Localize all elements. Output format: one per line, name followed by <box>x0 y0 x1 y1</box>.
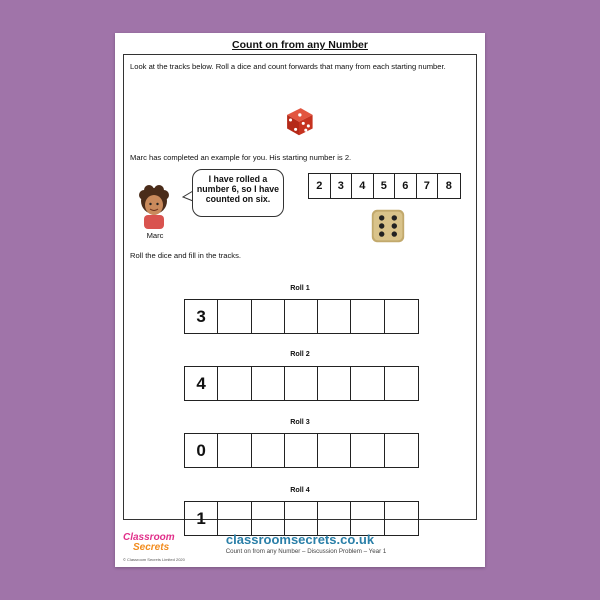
example-track-cell: 2 <box>309 174 331 198</box>
track-blank-cell[interactable] <box>252 300 285 333</box>
copyright-text: © Classroom Secrets Limited 2020 <box>123 557 185 562</box>
track-blank-cell[interactable] <box>351 300 384 333</box>
track-blank-cell[interactable] <box>385 367 418 400</box>
roll-label: Roll 1 <box>290 283 310 292</box>
worksheet-title: Count on from any Number <box>232 39 368 51</box>
track-blank-cell[interactable] <box>218 434 251 467</box>
track-blank-cell[interactable] <box>285 367 318 400</box>
track-start-cell: 4 <box>185 367 218 400</box>
track-start-cell: 0 <box>185 434 218 467</box>
footer-subtitle: Count on from any Number – Discussion Problem – Year 1 <box>225 548 387 555</box>
example-track-cell: 8 <box>445 180 452 192</box>
track-blank-cell[interactable] <box>318 434 351 467</box>
six-dice-icon <box>370 208 406 244</box>
example-track-cell: 7 <box>417 174 439 198</box>
track-blank-cell[interactable] <box>285 434 318 467</box>
example-track-cell: 3 <box>331 174 353 198</box>
track-blank-cell[interactable] <box>218 502 251 535</box>
track-blank-cell[interactable] <box>252 502 285 535</box>
example-track-cell: 6 <box>395 174 417 198</box>
track-blank-cell[interactable] <box>218 367 251 400</box>
boy-avatar-icon <box>132 181 176 229</box>
red-dice-icon <box>282 103 316 137</box>
roll-label: Roll 2 <box>290 349 310 358</box>
example-text: Marc has completed an example for you. His starting number is 2. <box>130 153 352 162</box>
track-blank-cell[interactable] <box>285 300 318 333</box>
speech-bubble: I have rolled a number 6, so I have counted on six. <box>192 169 284 217</box>
track-start-cell: 3 <box>185 300 218 333</box>
track-blank-cell[interactable] <box>351 434 384 467</box>
roll-label: Roll 4 <box>290 485 310 494</box>
track-blank-cell[interactable] <box>385 434 418 467</box>
instruction-text: Look at the tracks below. Roll a dice and count forwards that many from each starting number. <box>130 62 446 71</box>
worksheet-page <box>115 33 485 567</box>
example-number-track <box>308 173 461 199</box>
track-blank-cell[interactable] <box>252 434 285 467</box>
roll-track <box>184 366 419 401</box>
roll-track <box>184 433 419 468</box>
track-blank-cell[interactable] <box>351 367 384 400</box>
track-start-cell: 1 <box>185 502 218 535</box>
track-blank-cell[interactable] <box>318 300 351 333</box>
character-name: Marc <box>146 231 164 240</box>
track-blank-cell[interactable] <box>318 502 351 535</box>
website-link[interactable]: classroomsecrets.co.uk <box>225 532 375 547</box>
roll-track <box>184 501 419 536</box>
track-blank-cell[interactable] <box>252 367 285 400</box>
track-blank-cell[interactable] <box>318 367 351 400</box>
worksheet-frame <box>123 54 477 528</box>
roll-track <box>184 299 419 334</box>
track-blank-cell[interactable] <box>385 502 418 535</box>
classroom-secrets-logo: Classroom Secrets <box>123 532 175 553</box>
track-blank-cell[interactable] <box>385 300 418 333</box>
track-blank-cell[interactable] <box>351 502 384 535</box>
track-blank-cell[interactable] <box>218 300 251 333</box>
example-track-cell: 4 <box>352 174 374 198</box>
roll-instruction: Roll the dice and fill in the tracks. <box>130 251 242 260</box>
track-blank-cell[interactable] <box>285 502 318 535</box>
roll-label: Roll 3 <box>290 417 310 426</box>
example-track-cell: 5 <box>374 174 396 198</box>
